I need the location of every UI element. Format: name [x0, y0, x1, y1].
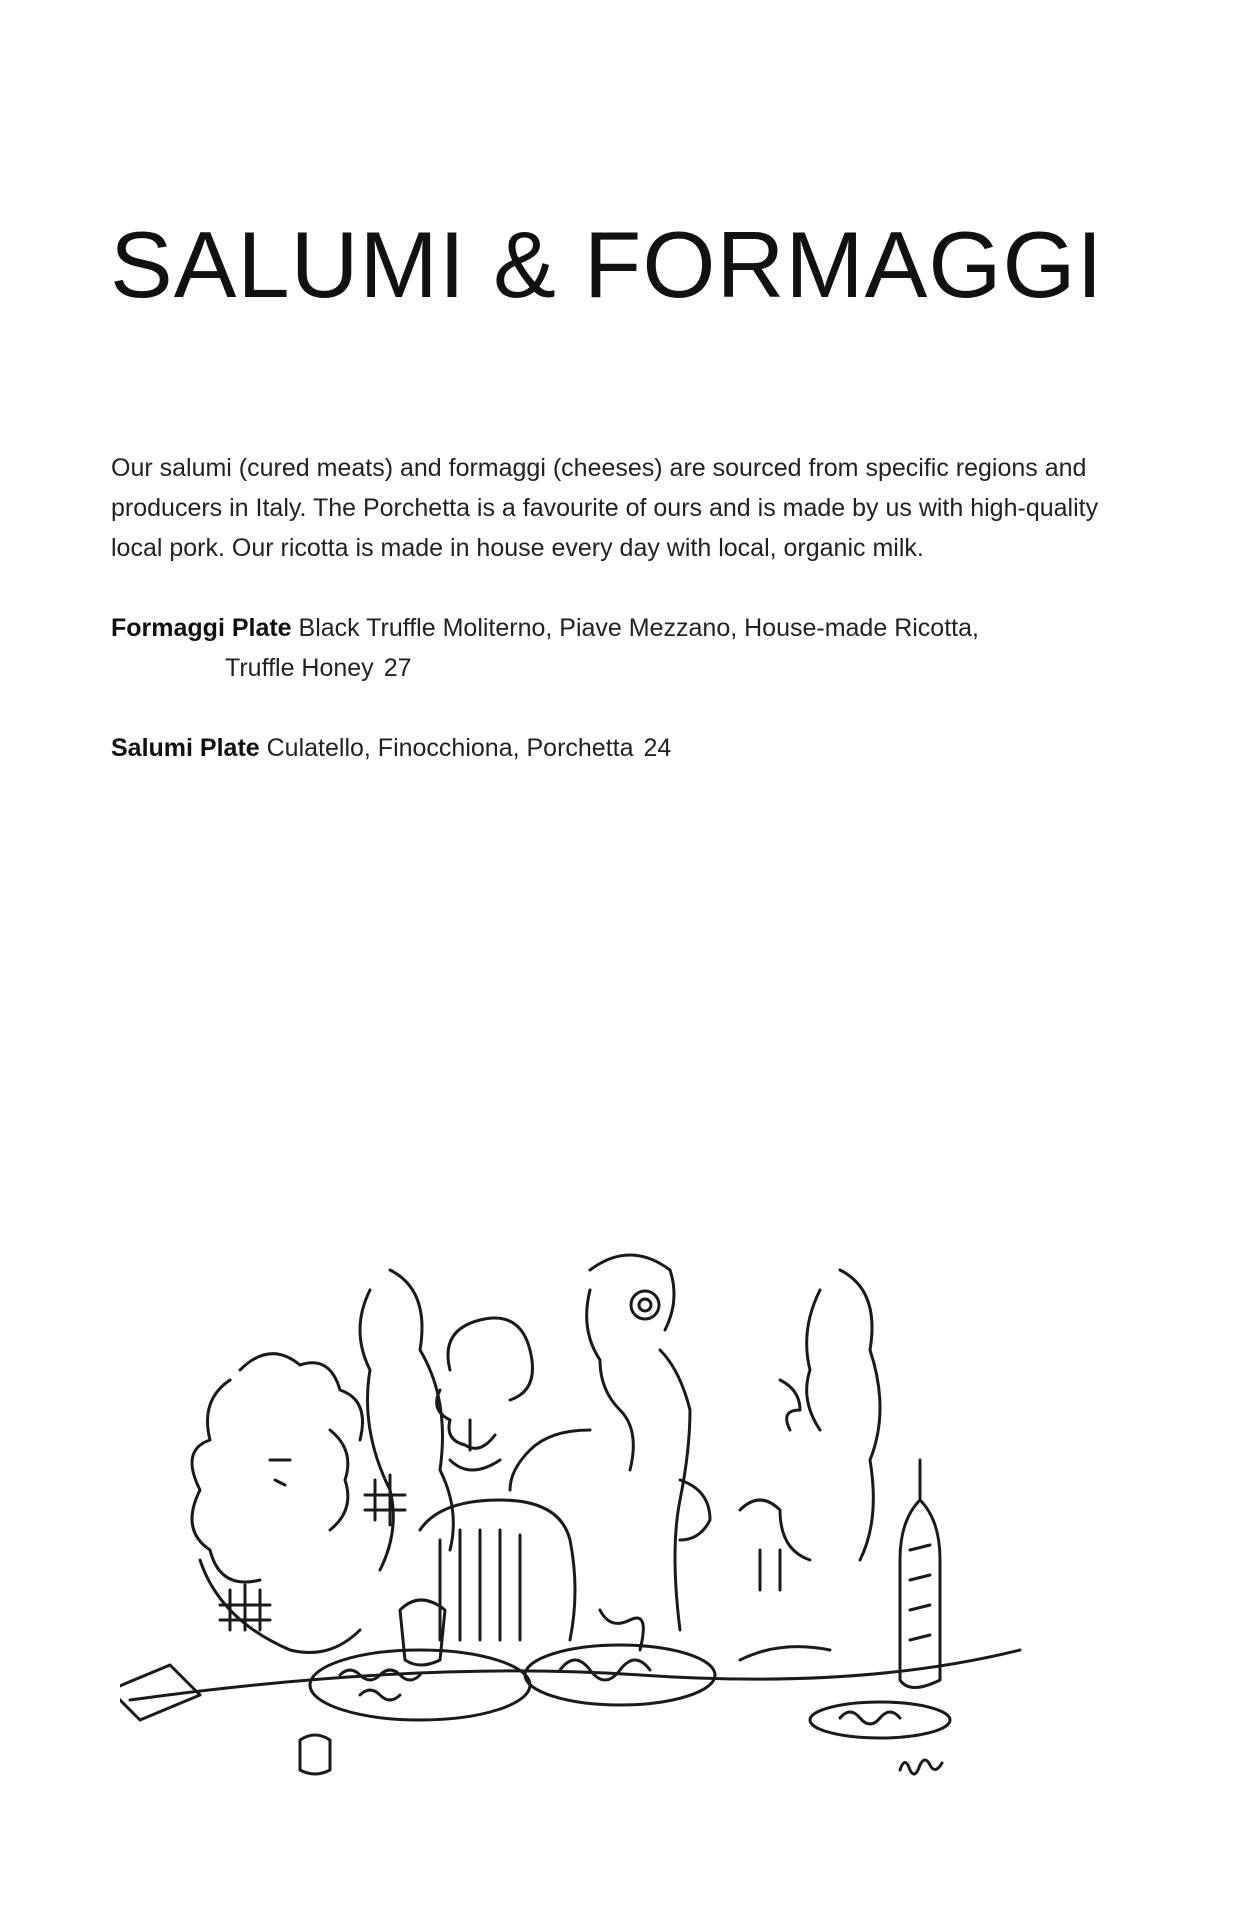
menu-item-name: Salumi Plate	[111, 734, 260, 762]
menu-item-name: Formaggi Plate	[111, 614, 292, 642]
menu-item-description-continued	[111, 648, 1131, 688]
menu-item-formaggi-plate	[111, 608, 1131, 688]
menu-item-description: Black Truffle Moliterno, Piave Mezzano, House-made Ricotta,	[298, 614, 979, 642]
menu-item-salumi-plate	[111, 728, 1131, 768]
page-title: SALUMI & FORMAGGI	[110, 212, 1104, 317]
menu-item-price: 24	[643, 734, 672, 762]
dinner-party-sketch-icon	[120, 1230, 1080, 1790]
menu-item-price: 27	[383, 654, 412, 682]
menu-item-description: Culatello, Finocchiona, Porchetta	[266, 734, 634, 762]
menu-item-description-line2: Truffle Honey	[225, 654, 374, 682]
intro-paragraph: Our salumi (cured meats) and formaggi (cheeses) are sourced from specific regions and producers in Italy. The Porchetta is a favourite of ours and is made by us with high-quality local pork. Our ricotta is made in house every day with local, organic milk.	[111, 454, 1099, 562]
